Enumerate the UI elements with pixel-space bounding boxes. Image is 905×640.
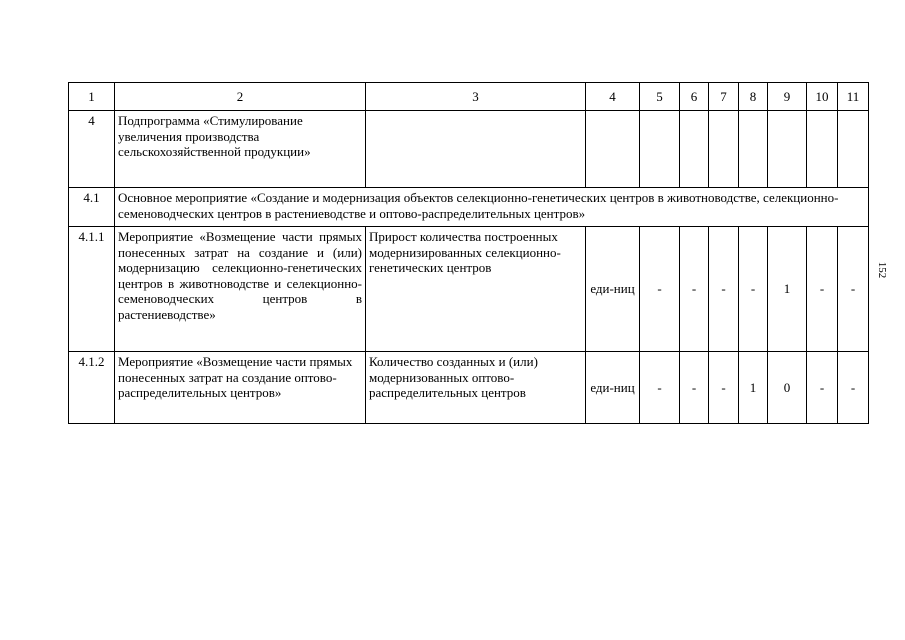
empty-cell — [709, 111, 739, 188]
row-number: 4.1 — [69, 188, 115, 227]
value-cell-9: 0 — [768, 352, 807, 424]
header-cell-5: 5 — [640, 83, 680, 111]
header-cell-1: 1 — [69, 83, 115, 111]
empty-cell — [838, 111, 869, 188]
value-cell-8: - — [739, 227, 768, 352]
value-cell-11: - — [838, 227, 869, 352]
table-row-main-activity-4-1 — [69, 188, 869, 227]
header-cell-11: 11 — [838, 83, 869, 111]
value-cell-6: - — [680, 227, 709, 352]
empty-cell — [807, 111, 838, 188]
value-cell-8: 1 — [739, 352, 768, 424]
unit-cell: еди-ниц — [586, 352, 640, 424]
main-activity-name: Основное мероприятие «Создание и модернизация объектов селекционно-генетических центров в животноводстве, селекционно-семеноводческих центров в растениеводстве и оптово-распределительных центров» — [115, 188, 869, 227]
page-number: 152 — [876, 261, 888, 279]
value-cell-10: - — [807, 352, 838, 424]
value-cell-9: 1 — [768, 227, 807, 352]
header-cell-9: 9 — [768, 83, 807, 111]
row-number: 4 — [69, 111, 115, 188]
subprogram-name: Подпрограмма «Стимулирование увеличения производства сельскохозяйственной продукции» — [115, 111, 366, 188]
indicator-name: Количество созданных и (или) модернизованных оптово-распределительных центров — [366, 352, 586, 424]
table-header-row — [69, 83, 869, 111]
header-cell-2: 2 — [115, 83, 366, 111]
empty-cell — [366, 111, 586, 188]
activity-name: Мероприятие «Возмещение части прямых понесенных затрат на создание оптово-распределительных центров» — [115, 352, 366, 424]
header-cell-8: 8 — [739, 83, 768, 111]
value-cell-7: - — [709, 227, 739, 352]
empty-cell — [739, 111, 768, 188]
header-cell-4: 4 — [586, 83, 640, 111]
header-cell-6: 6 — [680, 83, 709, 111]
empty-cell — [680, 111, 709, 188]
header-cell-10: 10 — [807, 83, 838, 111]
header-cell-7: 7 — [709, 83, 739, 111]
empty-cell — [640, 111, 680, 188]
header-cell-3: 3 — [366, 83, 586, 111]
program-indicators-table — [68, 82, 869, 424]
row-number: 4.1.2 — [69, 352, 115, 424]
activity-name: Мероприятие «Возмещение части прямых понесенных затрат на создание и (или) модернизацию селекционно-генетических центров в животноводстве и селекционно-семеноводческих центров в растениеводстве» — [115, 227, 366, 352]
value-cell-7: - — [709, 352, 739, 424]
value-cell-6: - — [680, 352, 709, 424]
indicator-name: Прирост количества построенных модернизированных селекционно-генетических центров — [366, 227, 586, 352]
table-row-activity-4-1-2 — [69, 352, 869, 424]
value-cell-5: - — [640, 227, 680, 352]
unit-cell: еди-ниц — [586, 227, 640, 352]
table-row-subprogram-4 — [69, 111, 869, 188]
value-cell-10: - — [807, 227, 838, 352]
empty-cell — [768, 111, 807, 188]
empty-cell — [586, 111, 640, 188]
value-cell-5: - — [640, 352, 680, 424]
table-row-activity-4-1-1 — [69, 227, 869, 352]
row-number: 4.1.1 — [69, 227, 115, 352]
value-cell-11: - — [838, 352, 869, 424]
